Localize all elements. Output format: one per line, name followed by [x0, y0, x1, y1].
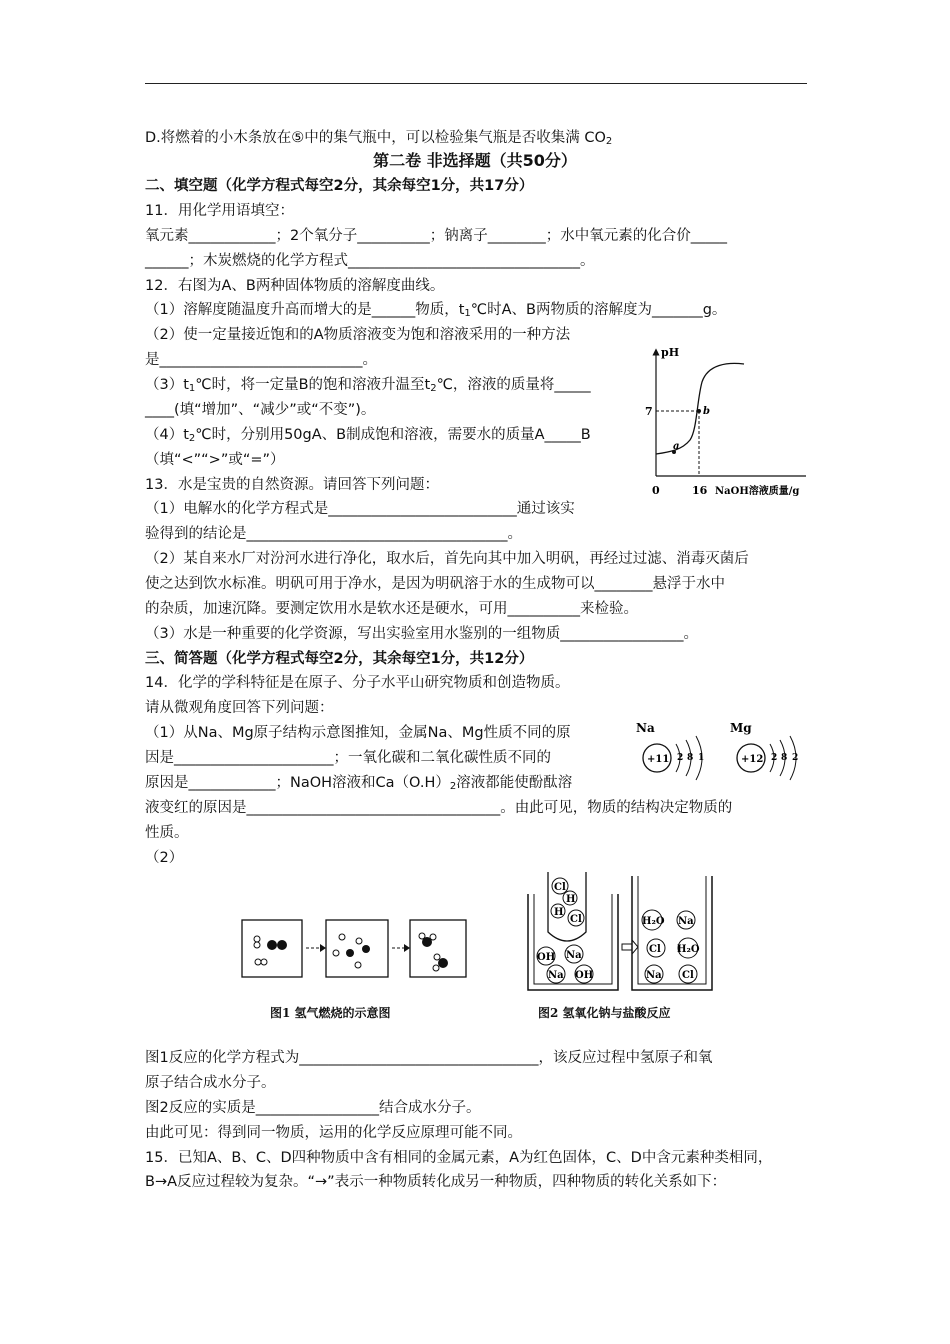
option-d: D.将燃着的小木条放在⑤中的集气瓶中，可以检验集气瓶是否收集满 $CO_2$: [145, 130, 613, 147]
ph-curve: [656, 363, 744, 454]
q12-part4a: $(4)t_2℃$时，分别用50gA、B制成饱和溶液，需要水的质量A_____B: [145, 427, 591, 444]
ph-y-tick-7: 7: [645, 405, 653, 418]
fig2-caption: 图2 氢氧化钠与盐酸反应: [538, 1006, 671, 1020]
svg-text:Na: Na: [548, 970, 564, 981]
heading-short-answer: 三、简答题（化学方程式每空2分，其余每空1分，共12分）: [145, 651, 534, 667]
na-e3: 1: [698, 753, 705, 763]
q13-part3: （3）水是一种重要的化学资源，写出实验室用水鉴别的一组物质_________________。: [145, 626, 698, 642]
q12-stem: 12．右图为A、B两种固体物质的溶解度曲线。: [145, 278, 445, 294]
fig1-caption: 图1 氢气燃烧的示意图: [270, 1006, 391, 1020]
q14-part1b: 因是______________________；一氧化碳和二氧化碳性质不同的: [145, 750, 551, 766]
q14-stem: 14．化学的学科特征是在原子、分子水平山研究物质和创造物质。: [145, 675, 570, 691]
svg-text:Na: Na: [678, 916, 694, 927]
svg-text:Cl: Cl: [649, 944, 661, 955]
na-nucleus-charge: +11: [647, 754, 670, 765]
fig2-beaker-left: [528, 894, 618, 990]
ph-x-label: NaOH溶液质量/g: [715, 486, 800, 497]
na-e1: 2: [677, 753, 684, 763]
svg-text:OH: OH: [575, 970, 594, 981]
svg-text:H₂O: H₂O: [677, 944, 700, 955]
q14-prompt: 请从微观角度回答下列问题：: [145, 700, 334, 716]
mg-atom-diagram: [724, 718, 814, 788]
fig2-beaker-right: [632, 876, 712, 990]
svg-text:Cl: Cl: [570, 914, 582, 925]
q14-part1d: 液变红的原因是___________________________________。由此可见，物质的结构决定物质的: [145, 800, 733, 816]
ph-x-tick-16: 16: [692, 484, 708, 497]
na-symbol: Na: [636, 721, 655, 735]
ph-graph: [640, 340, 810, 500]
fig1-box-3: [410, 920, 466, 977]
fig1-hydrogen-combustion: [240, 915, 470, 985]
q13-part2b: 使之达到饮水标准。明矾可用于净水，是因为明矾溶于水的生成物可以________悬浮于水中: [145, 576, 725, 592]
q14-fig2-question: 图2反应的实质是_________________结合成水分子。: [145, 1100, 481, 1116]
svg-text:OH: OH: [537, 952, 556, 963]
svg-text:Na: Na: [566, 950, 582, 961]
q13-part2a: （2）某自来水厂对汾河水进行净化，取水后，首先向其中加入明矾，再经过过滤、消毒灭菌后: [145, 551, 749, 567]
q14-fig1-question: 图1反应的化学方程式为_________________________________，该反应过程中氢原子和氧: [145, 1050, 713, 1066]
q12-part3b: ____(填“增加”、“减少”或“不变”)。: [145, 402, 376, 418]
svg-text:H₂O: H₂O: [642, 916, 665, 927]
header-rule: [145, 83, 807, 84]
q12-part3a: $(3)t_1℃$时，将一定量B的饱和溶液升温至$t_2℃$，溶液的质量将_____: [145, 377, 591, 394]
mg-e2: 8: [781, 753, 788, 763]
h2-molecule: [254, 936, 260, 942]
ph-label-a: a: [673, 441, 680, 452]
fig2-arrow: [622, 940, 638, 954]
o2-molecule: [267, 940, 277, 950]
q12-part4b: （填“<”“>”或“=”）: [145, 452, 285, 468]
svg-text:H: H: [566, 894, 576, 905]
section-title: 第二卷 非选择题（共50分）: [373, 151, 577, 170]
q13-stem: 13．水是宝贵的自然资源。请回答下列问题：: [145, 477, 439, 493]
q14-fig1-question-cont: 原子结合成水分子。: [145, 1075, 276, 1091]
q13-part1a: （1）电解水的化学方程式是__________________________通过该实: [145, 501, 575, 517]
fig2-neutralization: [522, 868, 722, 998]
ph-y-label: pH: [661, 346, 680, 359]
q14-part1e: 性质。: [145, 825, 189, 841]
mg-e1: 2: [771, 753, 778, 763]
q12-part1: （1）溶解度随温度升高而增大的是______物质，$t_1℃$时A、B两物质的溶解度为_______g。: [145, 302, 727, 319]
na-atom-diagram: [630, 718, 720, 788]
ph-x-origin: 0: [652, 484, 660, 497]
q13-part2c: 的杂质，加速沉降。要测定饮用水是软水还是硬水，可用__________来检验。: [145, 601, 638, 617]
svg-text:Na: Na: [646, 970, 662, 981]
heading-fill-in: 二、填空题（化学方程式每空2分，其余每空1分，共17分）: [145, 178, 534, 194]
mg-symbol: Mg: [730, 721, 752, 735]
mg-nucleus-charge: +12: [741, 754, 764, 765]
o-atom: [346, 949, 354, 957]
q11-line1: 氧元素____________；2个氧分子__________；钠离子________；水中氧元素的化合价_____: [145, 228, 727, 244]
svg-text:Cl: Cl: [682, 970, 694, 981]
q15-stem-b: B→A反应过程较为复杂。“→”表示一种物质转化成另一种物质，四种物质的转化关系如下：: [145, 1174, 727, 1190]
q14-part2-label: （2）: [145, 850, 184, 866]
mg-e3: 2: [792, 753, 799, 763]
h-atom: [339, 934, 345, 940]
q11-stem: 11．用化学用语填空：: [145, 203, 294, 219]
ph-point-b: [697, 409, 701, 413]
svg-text:H: H: [554, 907, 564, 918]
svg-text:Cl: Cl: [554, 882, 566, 893]
q12-part2a: （2）使一定量接近饱和的A物质溶液变为饱和溶液采用的一种方法: [145, 327, 571, 343]
q12-part2b: 是____________________________。: [145, 352, 377, 368]
q15-stem-a: 15．已知A、B、C、D四种物质中含有相同的金属元素，A为红色固体，C、D中含元素种类相同，: [145, 1150, 773, 1166]
na-e2: 8: [687, 753, 694, 763]
fig1-box-2: [326, 920, 388, 977]
q11-line2: ______；木炭燃烧的化学方程式________________________________。: [145, 253, 595, 269]
q14-part1a: （1）从Na、Mg原子结构示意图推知，金属Na、Mg性质不同的原: [145, 725, 571, 741]
ph-label-b: b: [703, 406, 710, 417]
q14-conclusion: 由此可见：得到同一物质，运用的化学反应原理可能不同。: [145, 1125, 522, 1141]
q13-part1b: 验得到的结论是____________________________________。: [145, 526, 522, 542]
q14-part1c: 原因是____________；NaOH溶液和$Ca(O.H)_2$溶液都能使酚酞溶: [145, 775, 573, 792]
